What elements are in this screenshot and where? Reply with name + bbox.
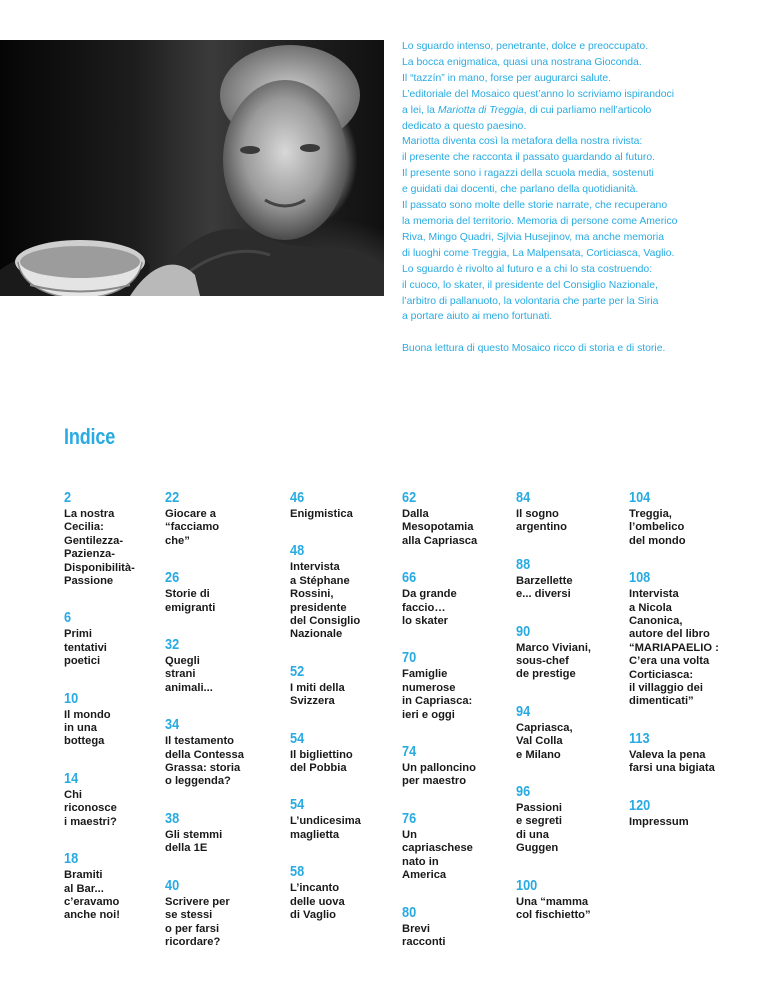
index-page-number: 108 [629,569,651,587]
index-page-number: 48 [290,542,305,560]
index-page-number: 46 [290,489,305,506]
index-entry[interactable] [64,850,169,923]
editorial-text [402,39,747,357]
index-column-6 [629,489,734,850]
index-entry-title: L’undicesima maglietta [290,815,361,841]
index-entry[interactable] [402,743,507,789]
index-entry-title: Impressum [629,815,689,828]
index-page-number: 100 [516,876,538,894]
index-entry-title: Un palloncino per maestro [402,762,476,788]
index-entry-title: Enigmistica [290,508,353,520]
index-entry-title: Una “mamma col fischietto” [516,895,591,922]
editorial-closing: Buona lettura di questo Mosaico ricco di storia e di storie. [402,343,666,355]
index-page-number: 22 [165,489,180,506]
index-entry[interactable] [290,542,395,641]
index-entry[interactable] [64,609,169,668]
index-entry[interactable] [290,796,395,842]
index-page-number: 54 [290,796,305,814]
index-page-number: 38 [165,809,180,827]
index-entry-title: Il sogno argentino [516,508,567,534]
index-page-number: 113 [629,729,650,747]
index-page-number: 52 [290,662,305,680]
index-entry-title: Quegli strani animali... [165,655,213,694]
index-page-number: 74 [402,743,417,761]
index-page-number: 76 [402,809,417,827]
index-entry[interactable] [516,877,621,923]
index-entry-title: Brevi racconti [402,922,446,948]
index-entry[interactable] [64,770,169,829]
index-page-number: 18 [64,850,79,868]
index-entry[interactable] [516,703,621,762]
index-page-number: 66 [402,569,417,587]
index-entry-title: Bramiti al Bar... c’eravamo anche noi! [64,869,120,922]
editorial-part-2: , di cui parliamo nell’articolo dedicato a questo paesino. Mariotta diventa così la metafora della nostra rivista: il presente che racconta il passato guardando al futuro. Il presente sono i ragazzi della scuola media, sostenuti e guidati dai docenti, che parlano della quotidianità. Il passato sono molte delle storie narrate, che recuperano la memoria del territorio. Memoria di persone come Americo Riva, Mingo Quadri, Sjlvia Husejinov, ma anche memoria di luoghi come Treggia, La Malpensata, Corticiasca, Vaglio. Lo sguardo è rivolto al futuro e a chi lo sta costruendo: il cuoco, lo skater, il presidente del Consiglio Nazionale, l’arbitro di pallanuoto, la volontaria che parte per la Siria a portare aiuto ai meno fortunati. [402,104,678,323]
index-entry-title: Intervista a Nicola Canonica, autore del libro “MARIAPAELIO : C’era una volta Corticiasca: il villaggio dei dimenticati” [629,588,719,708]
index-entry-title: Il mondo in una bottega [64,708,111,748]
editorial-part-1: Lo sguardo intenso, penetrante, dolce e preoccupato. La bocca enigmatica, quasi una nostrana Gioconda. Il “tazzín” in mano, forse per augurarci salute. L’editoriale del Mosaico quest’anno lo scriviamo ispirandoci a lei, la [402,41,675,116]
index-entry[interactable] [165,569,270,615]
index-page-number: 54 [290,729,305,747]
cover-photo [0,40,384,296]
index-page-number: 2 [64,489,72,506]
index-entry[interactable] [516,623,621,682]
index-entry-title: I miti della Svizzera [290,681,345,708]
index-page-number: 88 [516,555,531,573]
elderly-woman-photo-illustration [0,40,384,296]
index-title: Indice [64,424,116,449]
index-entry[interactable] [64,690,169,749]
index-entry-title: Gli stemmi della 1E [165,828,223,855]
index-entry[interactable] [402,810,507,883]
index-page-number: 70 [402,649,417,667]
index-page-number: 14 [64,769,79,787]
index-entry-title: Marco Viviani, sous-chef de prestige [516,641,592,681]
index-entry-title: Chi riconosce i maestri? [64,788,117,828]
index-entry-title: L’incanto delle uova di Vaglio [290,882,345,922]
index-page-number: 26 [165,569,180,587]
index-entry[interactable] [516,489,621,535]
editorial-name-italic: Mariotta di Treggia [437,104,524,116]
index-page-number: 32 [165,636,180,654]
index-page-number: 84 [516,489,531,506]
index-entry-title: Primi tentativi poetici [64,628,107,668]
index-entry-title: Il bigliettino del Pobbia [290,748,353,775]
index-entry[interactable] [165,877,270,950]
index-page-number: 62 [402,489,417,506]
index-entry-title: Da grande faccio… lo skater [402,588,457,628]
index-entry[interactable] [165,810,270,856]
index-entry[interactable] [165,636,270,695]
index-entry-title: Storie di emigranti [165,588,216,614]
index-page-number: 40 [165,876,180,894]
index-entry[interactable] [290,730,395,776]
index-page-number: 10 [64,689,79,707]
index-column-4 [402,489,507,970]
index-entry[interactable] [290,489,395,521]
index-page-number: 80 [402,903,417,921]
index-entry[interactable] [165,716,270,789]
index-entry-title: Un capriaschese nato in America [402,828,473,882]
index-column-1 [64,489,169,944]
index-entry-title: La nostra Cecilia: Gentilezza- Pazienza- Disponibilità- Passione [64,508,135,588]
index-entry[interactable] [402,649,507,722]
index-page-number: 90 [516,622,531,640]
index-entry-title: Famiglie numerose in Capriasca: ieri e oggi [402,668,473,721]
index-page-number: 6 [64,609,72,627]
index-entry-title: Valeva la pena farsi una bigiata [629,748,715,775]
index-entry-title: Il testamento della Contessa Grassa: storia o leggenda? [165,735,244,788]
index-column-5 [516,489,621,944]
index-entry[interactable] [516,556,621,602]
index-page-number: 58 [290,863,305,881]
index-column-3 [290,489,395,944]
index-entry[interactable] [402,489,507,548]
index-entry-title: Barzellette e... diversi [516,574,573,601]
index-page-number: 94 [516,702,531,720]
index-entry[interactable] [629,489,734,548]
index-entry[interactable] [402,569,507,628]
index-page-number: 120 [629,796,651,814]
index-entry[interactable] [165,489,270,548]
index-entry[interactable] [290,663,395,709]
index-entry-title: Treggia, l’ombelico del mondo [629,508,686,547]
index-entry-title: Intervista a Stéphane Rossini, presidente del Consiglio Nazionale [290,561,361,641]
index-entry[interactable] [629,730,734,776]
index-entry[interactable] [629,797,734,829]
index-page-number: 104 [629,489,651,506]
index-entry-title: Giocare a “facciamo che” [165,508,220,547]
index-entry[interactable] [402,904,507,950]
index-entry[interactable] [64,489,169,588]
index-entry-title: Dalla Mesopotamia alla Capriasca [402,508,478,547]
editorial-paragraph [402,39,747,325]
index-entry-title: Scrivere per se stessi o per farsi ricordare? [165,895,230,948]
index-entry[interactable] [290,863,395,922]
index-entry[interactable] [516,783,621,856]
index-page-number: 96 [516,783,531,801]
index-entry-title: Capriasca, Val Colla e Milano [516,721,573,761]
index-entry-title: Passioni e segreti di una Guggen [516,802,563,855]
index-entry[interactable] [629,569,734,709]
index-page-number: 34 [165,716,180,734]
index-column-2 [165,489,270,970]
